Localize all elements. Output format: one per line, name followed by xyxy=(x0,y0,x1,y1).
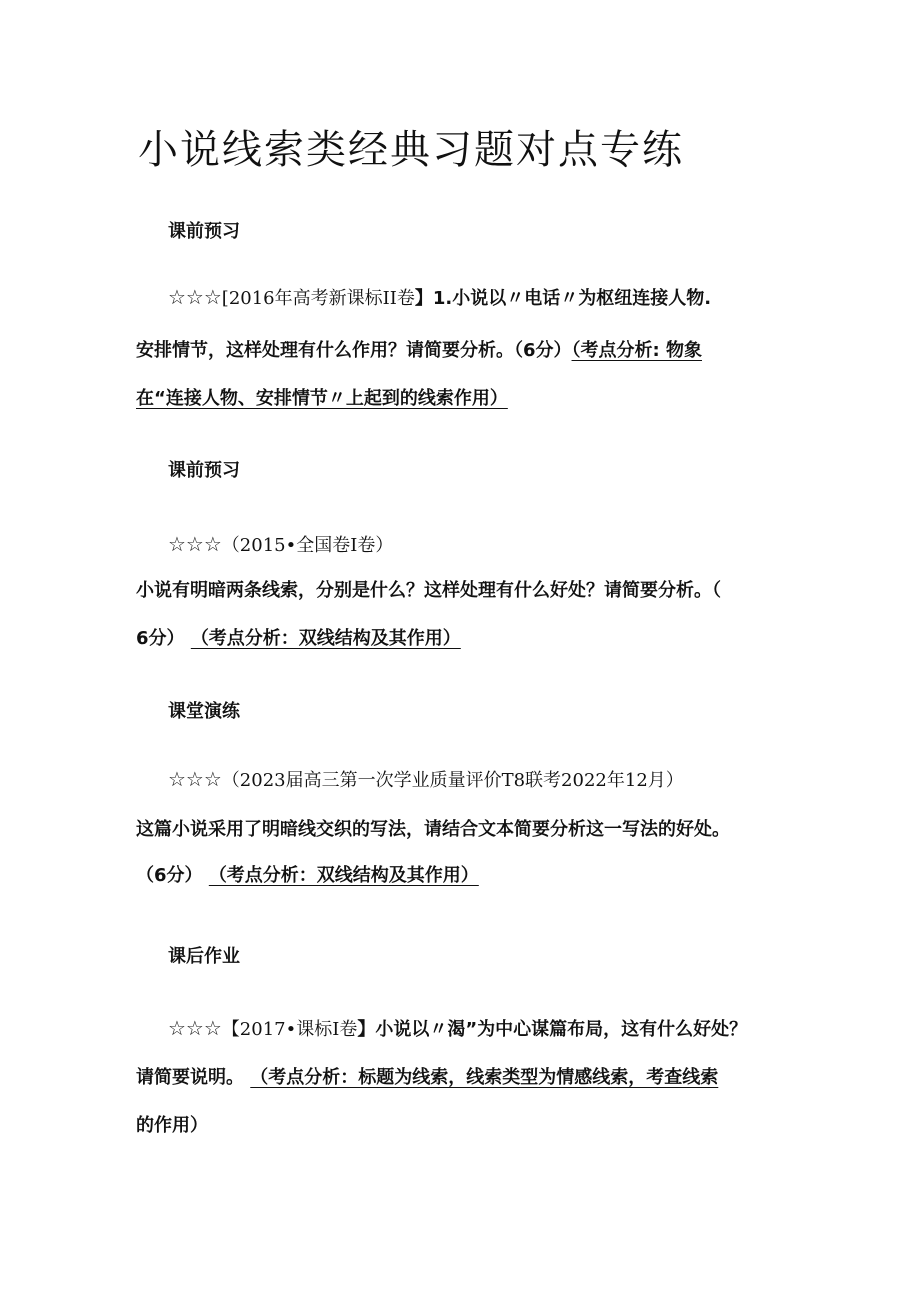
question-source: （2023届高三第一次学业质量评价T8联考2022年12月） xyxy=(221,770,684,791)
question-4-line-3: 的作用） xyxy=(136,1115,208,1136)
question-3-line-1: 这篇小说采用了明暗线交织的写法，请结合文本简要分析这一写法的好处。 xyxy=(136,819,730,840)
difficulty-stars: ☆☆☆ xyxy=(168,767,222,791)
analysis-note: （考点分析：标题为线索，线索类型为情感线索，考查线索 xyxy=(250,1067,719,1088)
question-4-line-1 xyxy=(168,1015,747,1043)
section-heading-in-class: 课堂演练 xyxy=(168,701,240,722)
section-heading-homework: 课后作业 xyxy=(168,946,240,967)
difficulty-stars: ☆☆☆ xyxy=(168,1016,222,1040)
question-1-line-3 xyxy=(136,386,508,412)
question-2-line-2 xyxy=(136,626,461,652)
question-1-line-2 xyxy=(136,338,702,364)
question-source: [2016年高考新课标II卷 xyxy=(221,288,415,309)
question-text: （6分） xyxy=(136,865,203,886)
question-text: 请简要说明。 xyxy=(136,1067,244,1088)
question-4-line-2 xyxy=(136,1065,718,1091)
question-3-line-2 xyxy=(136,863,479,889)
question-2-source-line xyxy=(168,531,393,559)
question-source: （2015•全国卷I卷） xyxy=(221,535,394,556)
difficulty-stars: ☆☆☆ xyxy=(168,285,222,309)
question-1-line-1 xyxy=(168,284,711,312)
question-text: 安排情节，这样处理有什么作用？请简要分析。（6分） xyxy=(136,340,572,361)
question-text: 1.小说以〃电话〃为枢纽连接人物. xyxy=(432,288,712,309)
question-text: 6分） xyxy=(136,628,185,649)
analysis-note: （考点分析: 物象 xyxy=(571,340,702,361)
analysis-note: （考点分析：双线结构及其作用） xyxy=(190,628,461,649)
question-source: 【2017•课标I卷 xyxy=(221,1019,358,1040)
source-bracket: 】 xyxy=(414,288,433,309)
page-title: 小说线索类经典习题对点专练 xyxy=(138,127,684,173)
difficulty-stars: ☆☆☆ xyxy=(168,532,222,556)
analysis-note: （考点分析：双线结构及其作用） xyxy=(208,865,479,886)
section-heading-preview-2: 课前预习 xyxy=(168,460,240,481)
question-3-source-line xyxy=(168,766,684,794)
question-text: 】小说以〃渴”为中心谋篇布局，这有什么好处？ xyxy=(357,1019,748,1040)
section-heading-preview-1: 课前预习 xyxy=(168,221,240,242)
question-2-line-1: 小说有明暗两条线索，分别是什么？这样处理有什么好处？请简要分析。（ xyxy=(136,580,721,601)
analysis-note: 在“连接人物、安排情节〃上起到的线索作用） xyxy=(136,388,508,409)
